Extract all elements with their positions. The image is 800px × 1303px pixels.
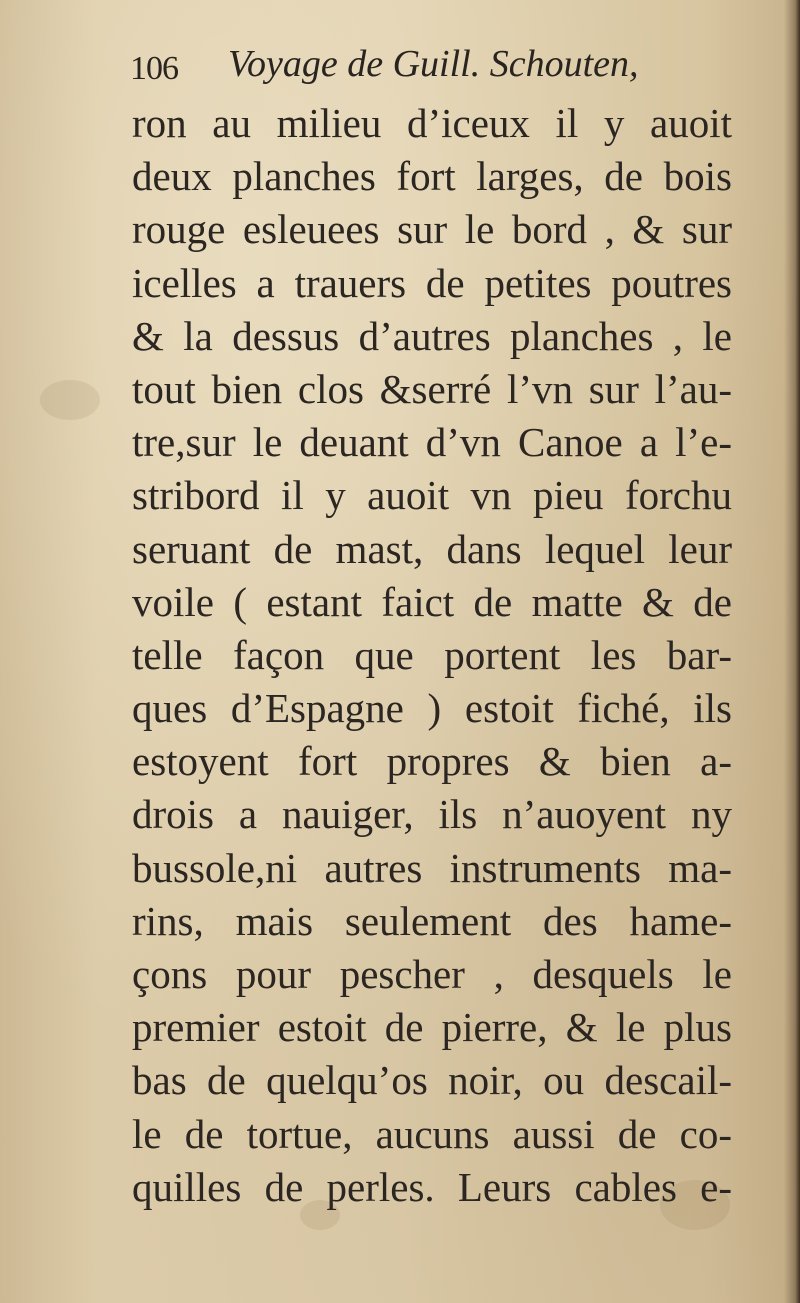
text-line-10: voile ( estant faict de matte & de <box>132 578 732 625</box>
text-line-7: tre,sur le deuant d’vn Canoe a l’e- <box>132 419 732 466</box>
page-number: 106 <box>130 50 178 87</box>
text-line-15: bussole,ni autres instruments ma- <box>132 844 732 891</box>
text-line-20: le de tortue, aucuns aussi de co- <box>132 1110 732 1157</box>
text-line-17: çons pour pescher , desquels le <box>132 951 732 997</box>
text-line-16: rins, mais seulement des hame- <box>132 897 732 944</box>
text-line-18: premier estoit de pierre, & le plus <box>132 1004 732 1051</box>
text-line-13: estoyent fort propres & bien a- <box>132 738 732 785</box>
text-line-4: icelles a trauers de petites poutres <box>132 259 732 306</box>
text-line-14: drois a nauiger, ils n’auoyent ny <box>132 791 732 838</box>
text-line-9: seruant de mast, dans lequel leur <box>132 525 732 572</box>
text-line-1: ron au milieu d’iceux il y auoit <box>132 100 732 146</box>
paper-stain <box>40 380 100 420</box>
text-line-8: stribord il y auoit vn pieu forchu <box>132 472 732 519</box>
page-header <box>130 42 710 98</box>
text-body <box>132 97 732 1214</box>
text-line-11: telle façon que portent les bar- <box>132 631 732 678</box>
text-line-2: deux planches fort larges, de bois <box>132 153 732 200</box>
text-line-12: ques d’Espagne ) estoit fiché, ils <box>132 685 732 732</box>
text-line-3: rouge esleuees sur le bord , & sur <box>132 206 732 253</box>
text-line-21: quilles de perles. Leurs cables e- <box>132 1163 732 1210</box>
running-title: Voyage de Guill. Schouten, <box>228 43 639 85</box>
text-line-6: tout bien clos &serré l’vn sur l’au- <box>132 365 732 412</box>
page-edge-shadow <box>784 0 800 1303</box>
text-line-5: & la dessus d’autres planches , le <box>132 312 732 359</box>
text-line-19: bas de quelqu’os noir, ou descail- <box>132 1057 732 1104</box>
